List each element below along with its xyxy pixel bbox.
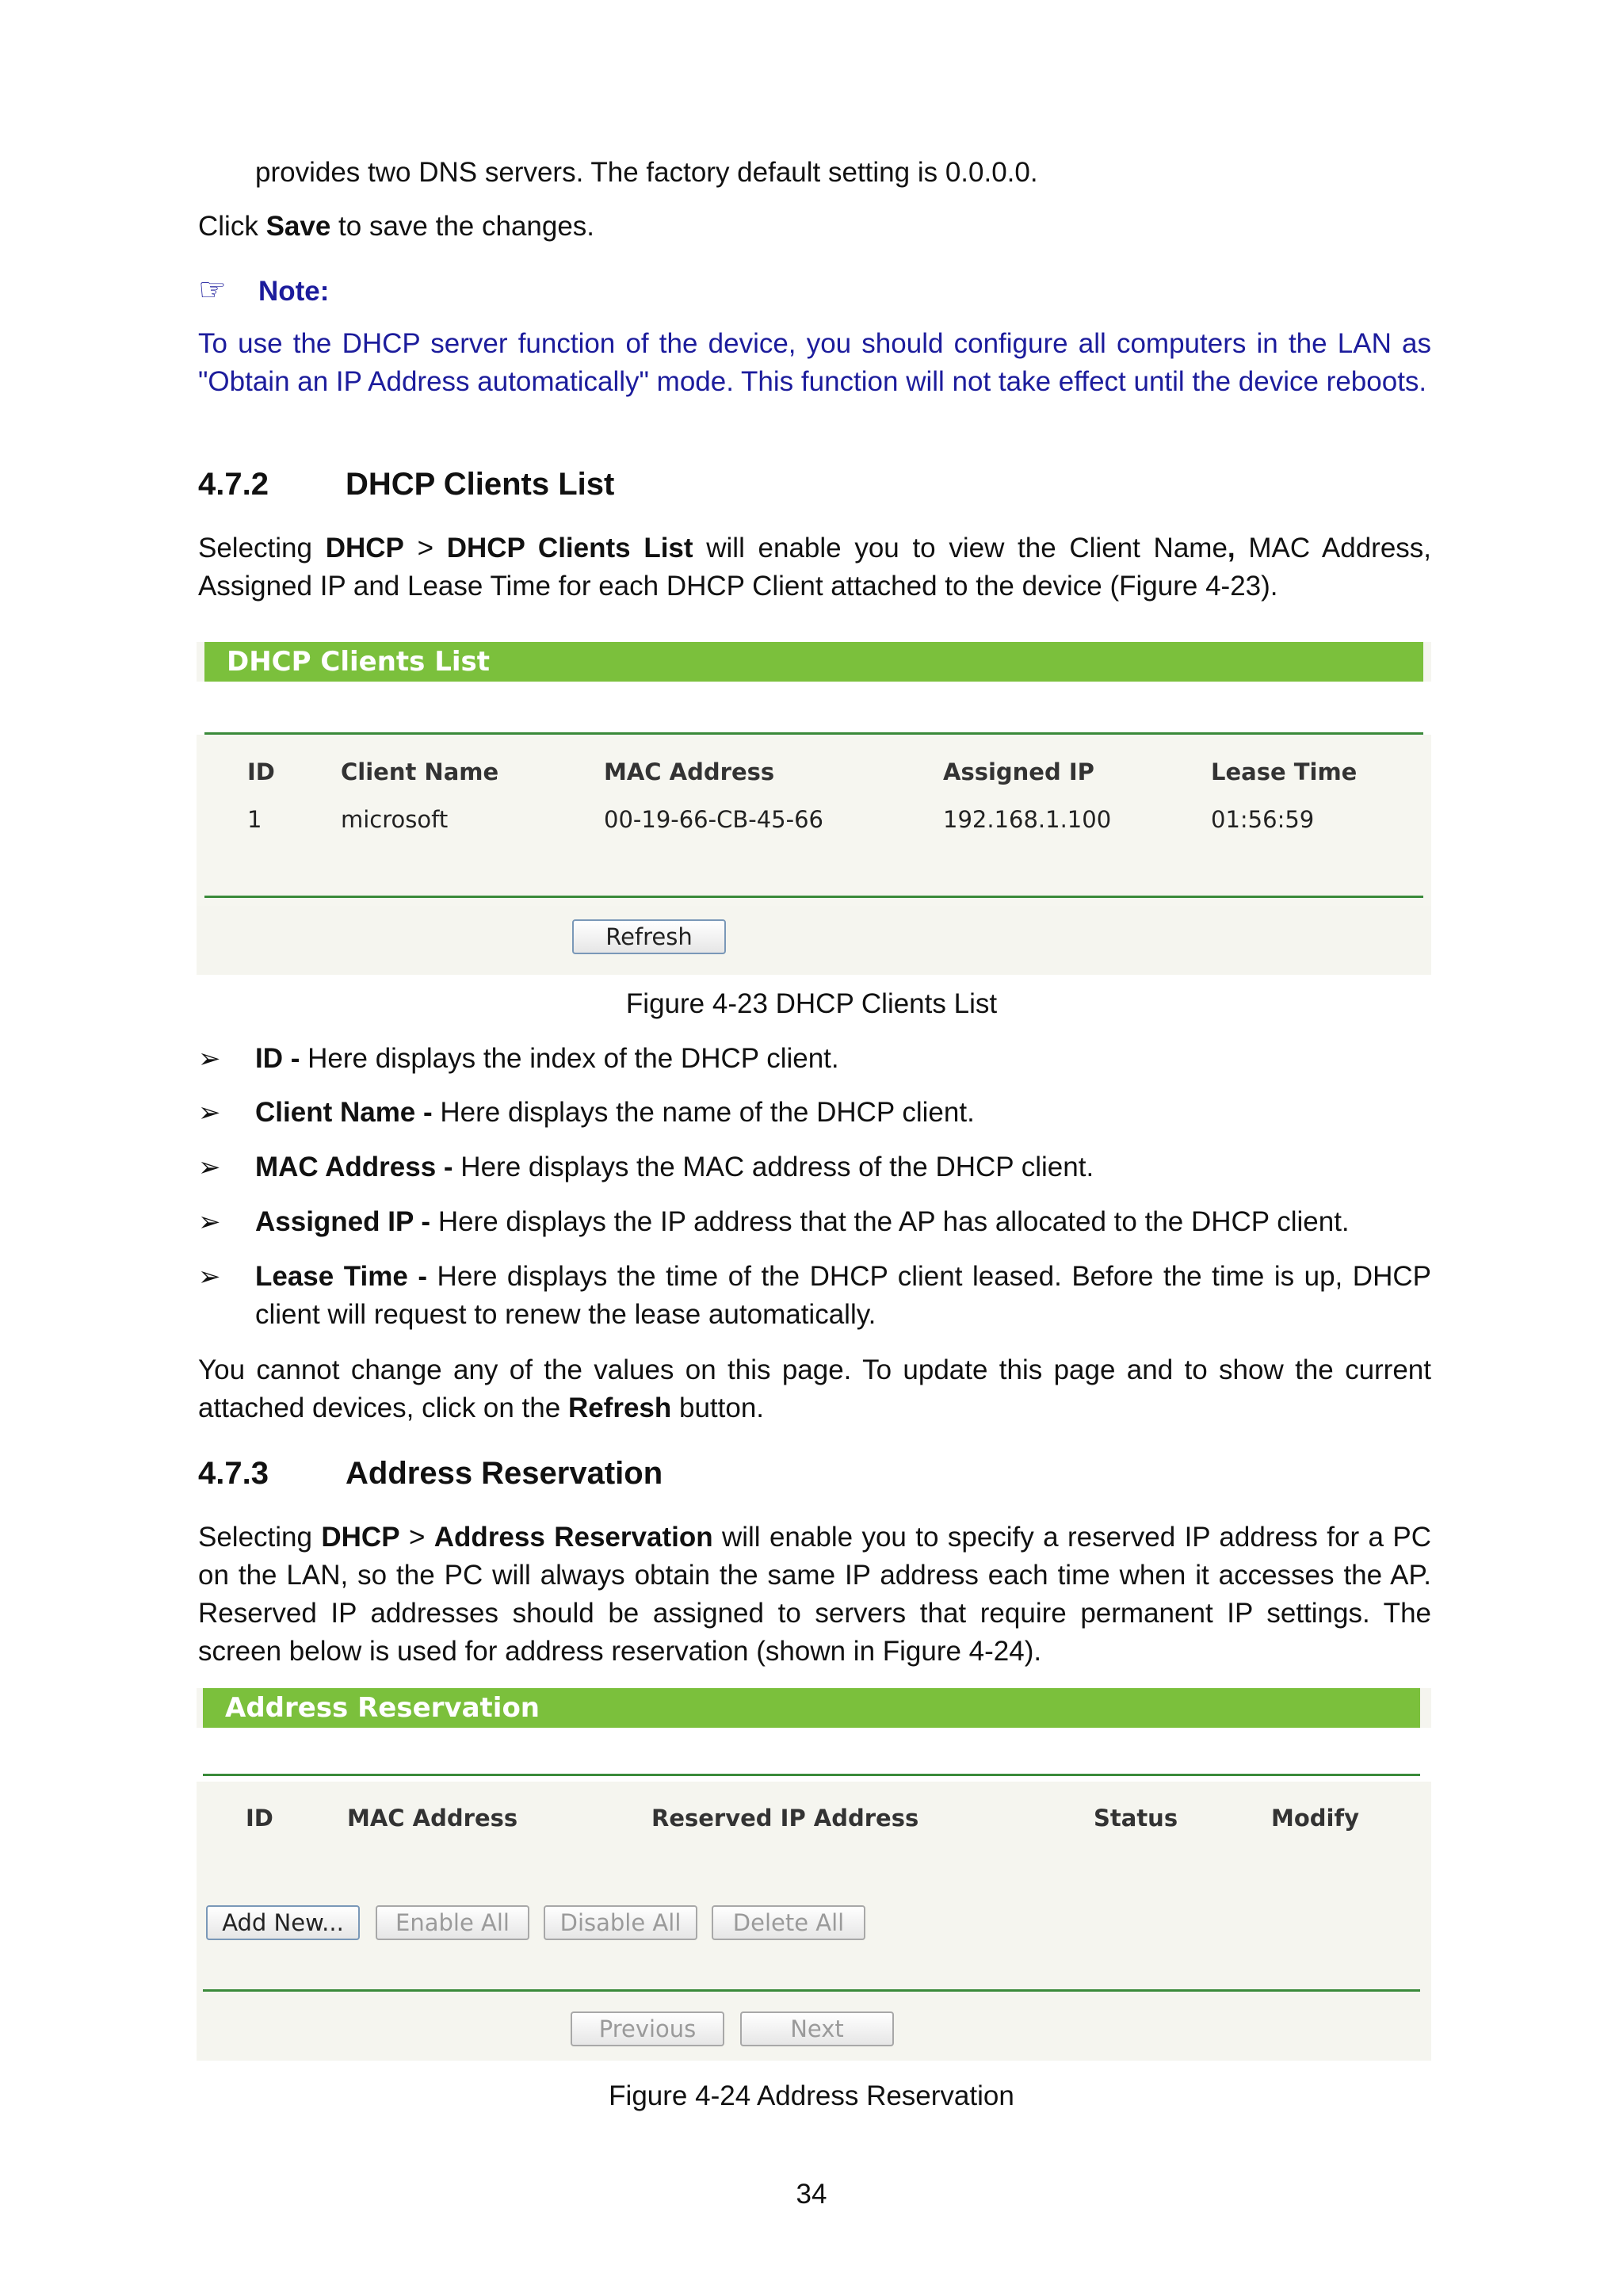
column-header-modify: Modify [1271, 1805, 1360, 1832]
section-number: 4.7.3 [198, 1456, 269, 1491]
bullet-mac-address [255, 1148, 1094, 1186]
bullet-client-name [255, 1094, 975, 1132]
section-number: 4.7.2 [198, 467, 269, 502]
note-text: To use the DHCP server function of the device, you should configure all computers in the LAN as "Obtain an IP Address automatically" mode. This function will not take effect until the device reboots. [198, 328, 1431, 397]
column-header-id: ID [246, 1805, 273, 1832]
address-reservation-panel [197, 1688, 1431, 2061]
save-post: to save the changes. [330, 211, 595, 242]
add-new-button[interactable]: Add New... [206, 1905, 360, 1940]
cell-lease-time: 01:56:59 [1211, 806, 1315, 833]
para-text: will enable you to view the Client Name [693, 533, 1228, 563]
para-text: will enable you to specify a reserved IP address for a PC on the LAN, so the PC will always obtain the same IP address each time when it accesses the AP. Reserved IP addresses should be assigned to servers that require permanent IP settings. The screen below is used for address reservation (shown in Figure 4-24). [198, 1522, 1432, 1667]
cell-mac-address: 00-19-66-CB-45-66 [604, 806, 823, 833]
column-header-assigned-ip: Assigned IP [943, 758, 1094, 785]
bullet-term: Lease Time - [255, 1261, 437, 1292]
bullet-id [255, 1040, 839, 1078]
bullet-desc: Here displays the index of the DHCP client. [307, 1043, 839, 1074]
cell-client-name: microsoft [341, 806, 449, 833]
bullet-term: ID - [255, 1043, 308, 1074]
bullet-desc: Here displays the name of the DHCP client. [440, 1097, 975, 1128]
save-bold: Save [265, 211, 331, 242]
arrow-bullet-icon: ➢ [198, 1207, 221, 1237]
para-bold: , [1227, 533, 1235, 563]
arrow-bullet-icon: ➢ [198, 1098, 221, 1128]
bullet-lease-time [255, 1258, 1431, 1334]
para-bold: Address Reservation [433, 1522, 713, 1553]
enable-all-button[interactable]: Enable All [376, 1905, 529, 1940]
panel-title: Address Reservation [203, 1688, 1420, 1728]
para-text: button. [671, 1392, 765, 1423]
refresh-button[interactable]: Refresh [572, 919, 726, 954]
previous-button[interactable]: Previous [571, 2011, 724, 2046]
bullet-term: Client Name - [255, 1097, 441, 1128]
section-heading-473 [198, 1454, 663, 1493]
bullet-term: Assigned IP - [255, 1206, 438, 1237]
column-header-lease-time: Lease Time [1211, 758, 1358, 785]
divider [203, 1989, 1420, 1992]
section-473-paragraph [198, 1519, 1431, 1671]
column-header-mac-address: MAC Address [347, 1805, 518, 1832]
column-header-status: Status [1094, 1805, 1178, 1832]
para-text: Selecting [198, 1522, 322, 1553]
para-text: > [399, 1522, 434, 1553]
panel-title: DHCP Clients List [204, 642, 1423, 682]
section-title: DHCP Clients List [346, 467, 615, 502]
arrow-bullet-icon: ➢ [198, 1152, 221, 1182]
bullet-desc: Here displays the time of the DHCP client leased. Before the time is up, DHCP client will request to renew the lease automatically. [255, 1261, 1431, 1330]
dns-default-line: provides two DNS servers. The factory default setting is 0.0.0.0. [255, 157, 1038, 188]
delete-all-button[interactable]: Delete All [712, 1905, 865, 1940]
para-bold: Refresh [567, 1392, 672, 1423]
save-pre: Click [198, 211, 266, 242]
divider [203, 1774, 1420, 1776]
para-text: MAC Address, Assigned IP and Lease Time for each DHCP Client attached to the device (Figure 4-23). [198, 533, 1432, 602]
figure-caption-4-23: Figure 4-23 DHCP Clients List [625, 988, 998, 1019]
bullet-desc: Here displays the MAC address of the DHCP client. [460, 1152, 1094, 1182]
disable-all-button[interactable]: Disable All [544, 1905, 697, 1940]
para-text: > [403, 533, 447, 563]
para-bold: DHCP Clients List [446, 533, 693, 563]
dhcp-clients-panel [197, 642, 1431, 975]
pointing-hand-icon: ☞ [198, 273, 227, 308]
arrow-bullet-icon: ➢ [198, 1044, 221, 1074]
bullet-assigned-ip [255, 1203, 1350, 1241]
bullet-term: MAC Address - [255, 1152, 461, 1182]
para-bold: DHCP [321, 1522, 400, 1553]
para-text: Selecting [198, 533, 326, 563]
next-button[interactable]: Next [740, 2011, 894, 2046]
page-number: 34 [796, 2179, 827, 2210]
column-header-reserved-ip: Reserved IP Address [651, 1805, 919, 1832]
refresh-paragraph [198, 1351, 1431, 1427]
column-header-id: ID [247, 758, 275, 785]
column-header-client-name: Client Name [341, 758, 499, 785]
section-heading-472 [198, 464, 614, 504]
figure-caption-4-24: Figure 4-24 Address Reservation [609, 2080, 1014, 2111]
column-header-mac-address: MAC Address [604, 758, 775, 785]
note-label: Note: [258, 276, 330, 307]
divider [204, 896, 1423, 898]
arrow-bullet-icon: ➢ [198, 1262, 221, 1292]
bullet-desc: Here displays the IP address that the AP has allocated to the DHCP client. [437, 1206, 1350, 1237]
para-bold: DHCP [325, 533, 404, 563]
section-472-paragraph [198, 529, 1431, 606]
cell-id: 1 [247, 806, 262, 833]
save-instruction [198, 208, 594, 246]
cell-assigned-ip: 192.168.1.100 [943, 806, 1112, 833]
para-text: You cannot change any of the values on this page. To update this page and to show the current attached devices, click on the [198, 1354, 1431, 1423]
section-title: Address Reservation [346, 1456, 663, 1491]
